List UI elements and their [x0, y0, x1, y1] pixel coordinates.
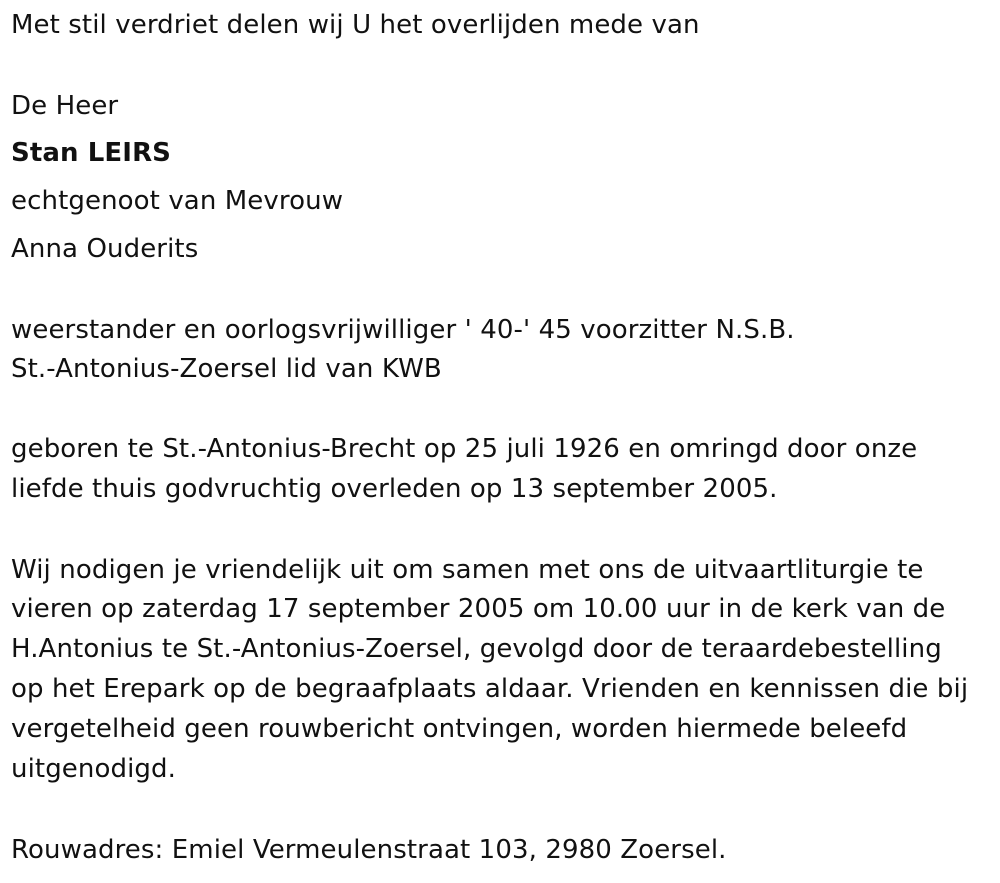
- deceased-name: Stan LEIRS: [11, 138, 172, 168]
- spouse-line-2: Anna Ouderits: [11, 234, 199, 264]
- roles-line-2: St.-Antonius-Zoersel lid van KWB: [11, 354, 442, 384]
- life-line-2: liefde thuis godvruchtig overleden op 13 september 2005.: [11, 474, 778, 504]
- mourning-address: Rouwadres: Emiel Vermeulenstraat 103, 2980 Zoersel.: [11, 835, 727, 865]
- funeral-line-4: op het Erepark op de begraafplaats aldaar. Vrienden en kennissen die bij: [11, 674, 969, 704]
- funeral-line-3: H.Antonius te St.-Antonius-Zoersel, gevolgd door de teraardebestelling: [11, 634, 942, 664]
- funeral-line-1: Wij nodigen je vriendelijk uit om samen met ons de uitvaartliturgie te: [11, 555, 924, 585]
- life-line-1: geboren te St.-Antonius-Brecht op 25 juli 1926 en omringd door onze: [11, 434, 918, 464]
- roles-line-1: weerstander en oorlogsvrijwilliger ' 40-' 45 voorzitter N.S.B.: [11, 315, 795, 345]
- spouse-line-1: echtgenoot van Mevrouw: [11, 186, 344, 216]
- intro-text: Met stil verdriet delen wij U het overlijden mede van: [11, 10, 700, 40]
- salutation: De Heer: [11, 91, 119, 121]
- funeral-line-5: vergetelheid geen rouwbericht ontvingen, worden hiermede beleefd: [11, 714, 908, 744]
- funeral-line-2: vieren op zaterdag 17 september 2005 om 10.00 uur in de kerk van de: [11, 594, 946, 624]
- funeral-line-6: uitgenodigd.: [11, 754, 176, 784]
